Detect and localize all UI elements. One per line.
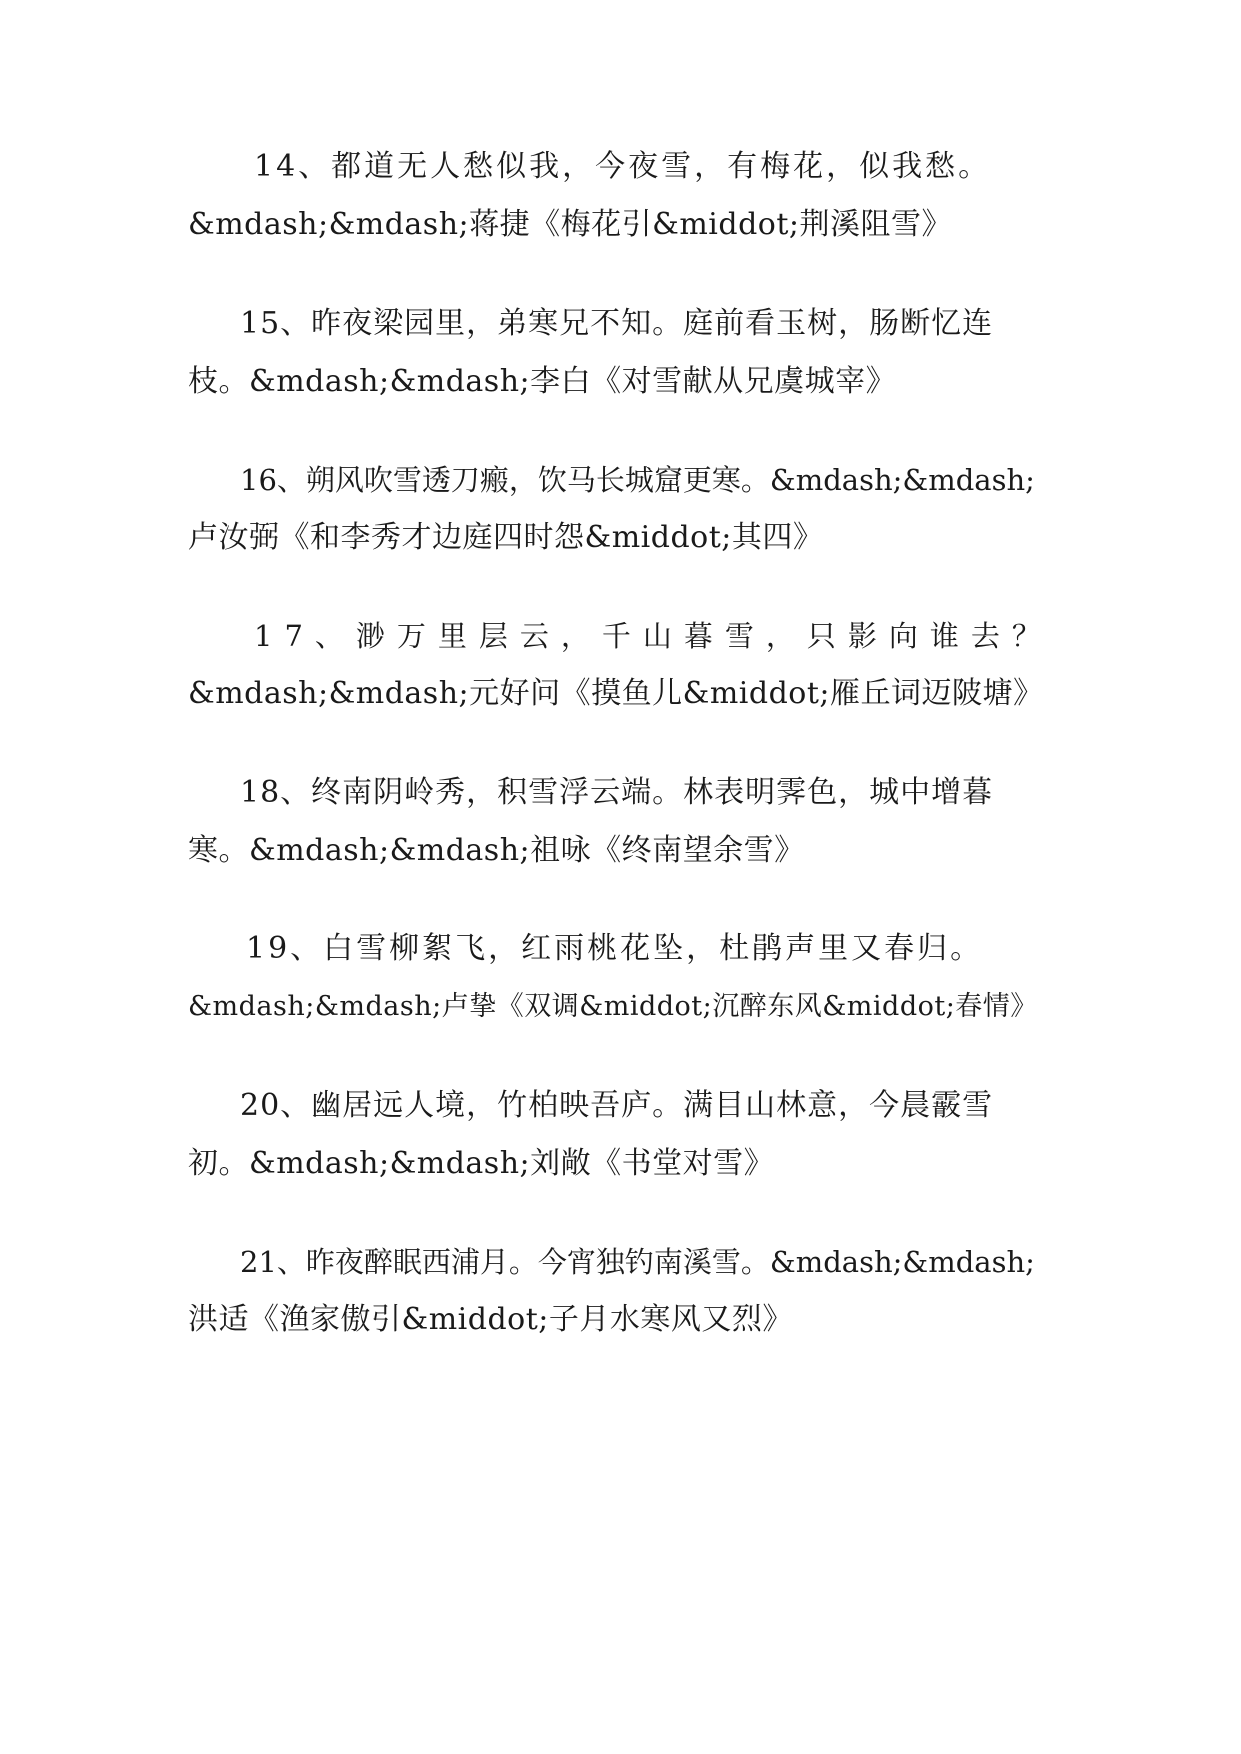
poem-attribution: 卢汝弼《和李秀才边庭四时怨&middot;其四》 bbox=[188, 520, 824, 555]
poem-entry-19 bbox=[188, 920, 1058, 1036]
poem-line: 17、渺万里层云，千山暮雪，只影向谁去？ bbox=[254, 619, 1053, 653]
poem-entry-21 bbox=[188, 1233, 1058, 1349]
poem-entry-18 bbox=[188, 764, 1058, 880]
poem-line: 16、朔风吹雪透刀瘢，饮马长城窟更寒。&mdash;&mdash; bbox=[240, 463, 1035, 497]
poem-entry-17 bbox=[188, 607, 1058, 723]
poem-attribution: 枝。&mdash;&mdash;李白《对雪献从兄虞城宰》 bbox=[188, 364, 897, 399]
poem-line: 20、幽居远人境，竹柏映吾庐。满目山林意，今晨霰雪 bbox=[240, 1088, 994, 1123]
poem-entry-16 bbox=[188, 451, 1058, 567]
poem-line: 15、昨夜梁园里，弟寒兄不知。庭前看玉树，肠断忆连 bbox=[240, 306, 994, 341]
poem-entry-14 bbox=[188, 138, 1058, 254]
poem-line: 21、昨夜醉眠西浦月。今宵独钓南溪雪。&mdash;&mdash; bbox=[240, 1245, 1035, 1279]
poem-attribution: &mdash;&mdash;卢挚《双调&middot;沉醉东风&middot;春情》 bbox=[188, 991, 1038, 1022]
poem-attribution: 洪适《渔家傲引&middot;子月水寒风又烈》 bbox=[188, 1302, 793, 1337]
poem-attribution: &mdash;&mdash;蒋捷《梅花引&middot;荆溪阻雪》 bbox=[188, 207, 953, 242]
poem-line: 14、都道无人愁似我，今夜雪，有梅花，似我愁。 bbox=[254, 149, 992, 184]
poem-entry-20 bbox=[188, 1077, 1058, 1193]
poem-line: 19、白雪柳絮飞，红雨桃花坠，杜鹃声里又春归。 bbox=[246, 931, 984, 966]
poem-attribution: 初。&mdash;&mdash;刘敞《书堂对雪》 bbox=[188, 1146, 775, 1181]
poem-entry-15 bbox=[188, 295, 1058, 411]
poem-attribution: &mdash;&mdash;元好问《摸鱼儿&middot;雁丘词迈陂塘》 bbox=[188, 676, 1044, 711]
poem-attribution: 寒。&mdash;&mdash;祖咏《终南望余雪》 bbox=[188, 833, 805, 868]
poem-line: 18、终南阴岭秀，积雪浮云端。林表明霁色，城中增暮 bbox=[240, 775, 994, 810]
